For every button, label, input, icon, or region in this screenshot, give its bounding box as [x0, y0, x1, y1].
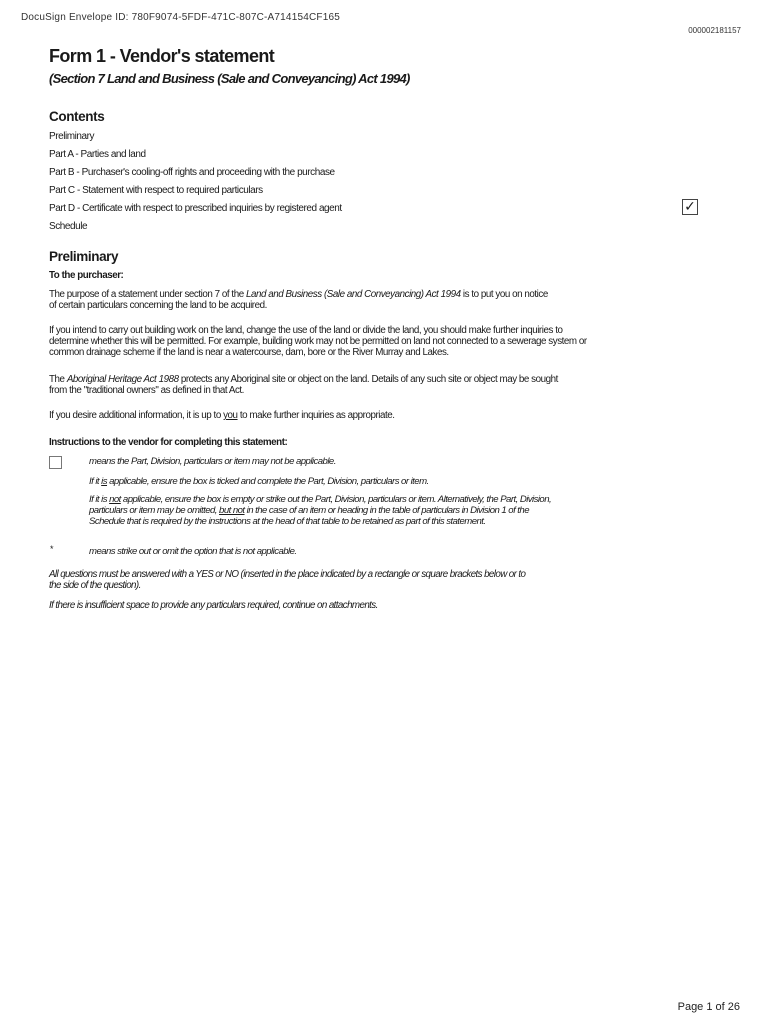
heritage-text-b: protects any Aboriginal site or object on the land. Details of any such site or object may be sought from the "traditional owners" as defined in that Act. [49, 374, 558, 396]
form-subtitle: (Section 7 Land and Business (Sale and Conveyancing) Act 1994) [49, 71, 410, 86]
if-not-applicable-text [89, 494, 559, 527]
contents-item-part-c: Part C - Statement with respect to required particulars [49, 185, 263, 196]
heritage-text-a: The [49, 374, 67, 385]
part-d-checkbox[interactable]: ✓ [682, 199, 698, 215]
aboriginal-heritage-paragraph [49, 374, 569, 396]
if-applicable-a: If it [89, 476, 102, 487]
you-underlined: you [223, 410, 238, 421]
contents-item-schedule: Schedule [49, 221, 88, 232]
not-underlined: not [109, 494, 121, 505]
contents-item-part-d: Part D - Certificate with respect to prescribed inquiries by registered agent [49, 203, 342, 214]
if-not-applicable-b: applicable, ensure the box is empty or strike out the Part, Division, particulars or item. Alternatively, the Part, Division, particulars or item may be omitted, [89, 494, 552, 516]
but-not-underlined: but not [219, 505, 245, 516]
contents-item-part-b: Part B - Purchaser's cooling-off rights and proceeding with the purchase [49, 167, 335, 178]
example-empty-checkbox [49, 456, 62, 469]
preliminary-heading: Preliminary [49, 249, 119, 264]
page-number: Page 1 of 26 [677, 1001, 740, 1013]
document-number: 000002181157 [688, 26, 741, 35]
asterisk-meaning-text: means strike out or omit the option that is not applicable. [89, 546, 297, 557]
contents-list [49, 128, 689, 236]
if-not-applicable-c: in the case of an item or heading in the table of particulars in Division 1 of the Schedule that is required by the instructions at the head of that table to be retained as part of this statement. [89, 505, 529, 527]
if-applicable-text [89, 476, 589, 487]
all-questions-text: All questions must be answered with a YES or NO (inserted in the place indicated by a rectangle or square brackets below or to the side of the question). [49, 569, 526, 591]
instructions-heading: Instructions to the vendor for completing this statement: [49, 437, 288, 448]
additional-info-paragraph [49, 410, 609, 421]
additional-info-text-b: to make further inquiries as appropriate. [237, 410, 395, 421]
purpose-paragraph [49, 289, 549, 311]
purpose-text-a: The purpose of a statement under section 7 of the [49, 289, 246, 300]
contents-heading: Contents [49, 109, 105, 124]
purpose-text-b: is to put you on notice of certain particulars concerning the land to be acquired. [49, 289, 548, 311]
docusign-envelope-id: DocuSign Envelope ID: 780F9074-5FDF-471C-807C-A714154CF165 [21, 12, 340, 23]
if-applicable-b: applicable, ensure the box is ticked and complete the Part, Division, particulars or item. [107, 476, 429, 487]
building-work-paragraph: If you intend to carry out building work on the land, change the use of the land or divide the land, you should make further inquiries to determine whether this will be permitted. For example, building work may not be permitted on land not connected to a sewerage system or common drainage scheme if the land is near a watercourse, dam, bore or the River Murray and Lakes. [49, 325, 587, 358]
aboriginal-heritage-act-title: Aboriginal Heritage Act 1988 [66, 374, 179, 385]
form-title: Form 1 - Vendor's statement [49, 46, 275, 66]
box-meaning-text: means the Part, Division, particulars or item may not be applicable. [89, 456, 336, 467]
contents-item-part-a: Part A - Parties and land [49, 149, 146, 160]
if-not-applicable-a: If it is [89, 494, 110, 505]
additional-info-text-a: If you desire additional information, it is up to [49, 410, 224, 421]
is-underlined: is [101, 476, 108, 487]
insufficient-space-text: If there is insufficient space to provide any particulars required, continue on attachments. [49, 600, 378, 611]
contents-item-preliminary: Preliminary [49, 131, 95, 142]
land-business-act-title: Land and Business (Sale and Conveyancing) Act 1994 [245, 289, 461, 300]
asterisk-symbol: * [50, 544, 54, 554]
to-purchaser-label: To the purchaser: [49, 270, 124, 281]
